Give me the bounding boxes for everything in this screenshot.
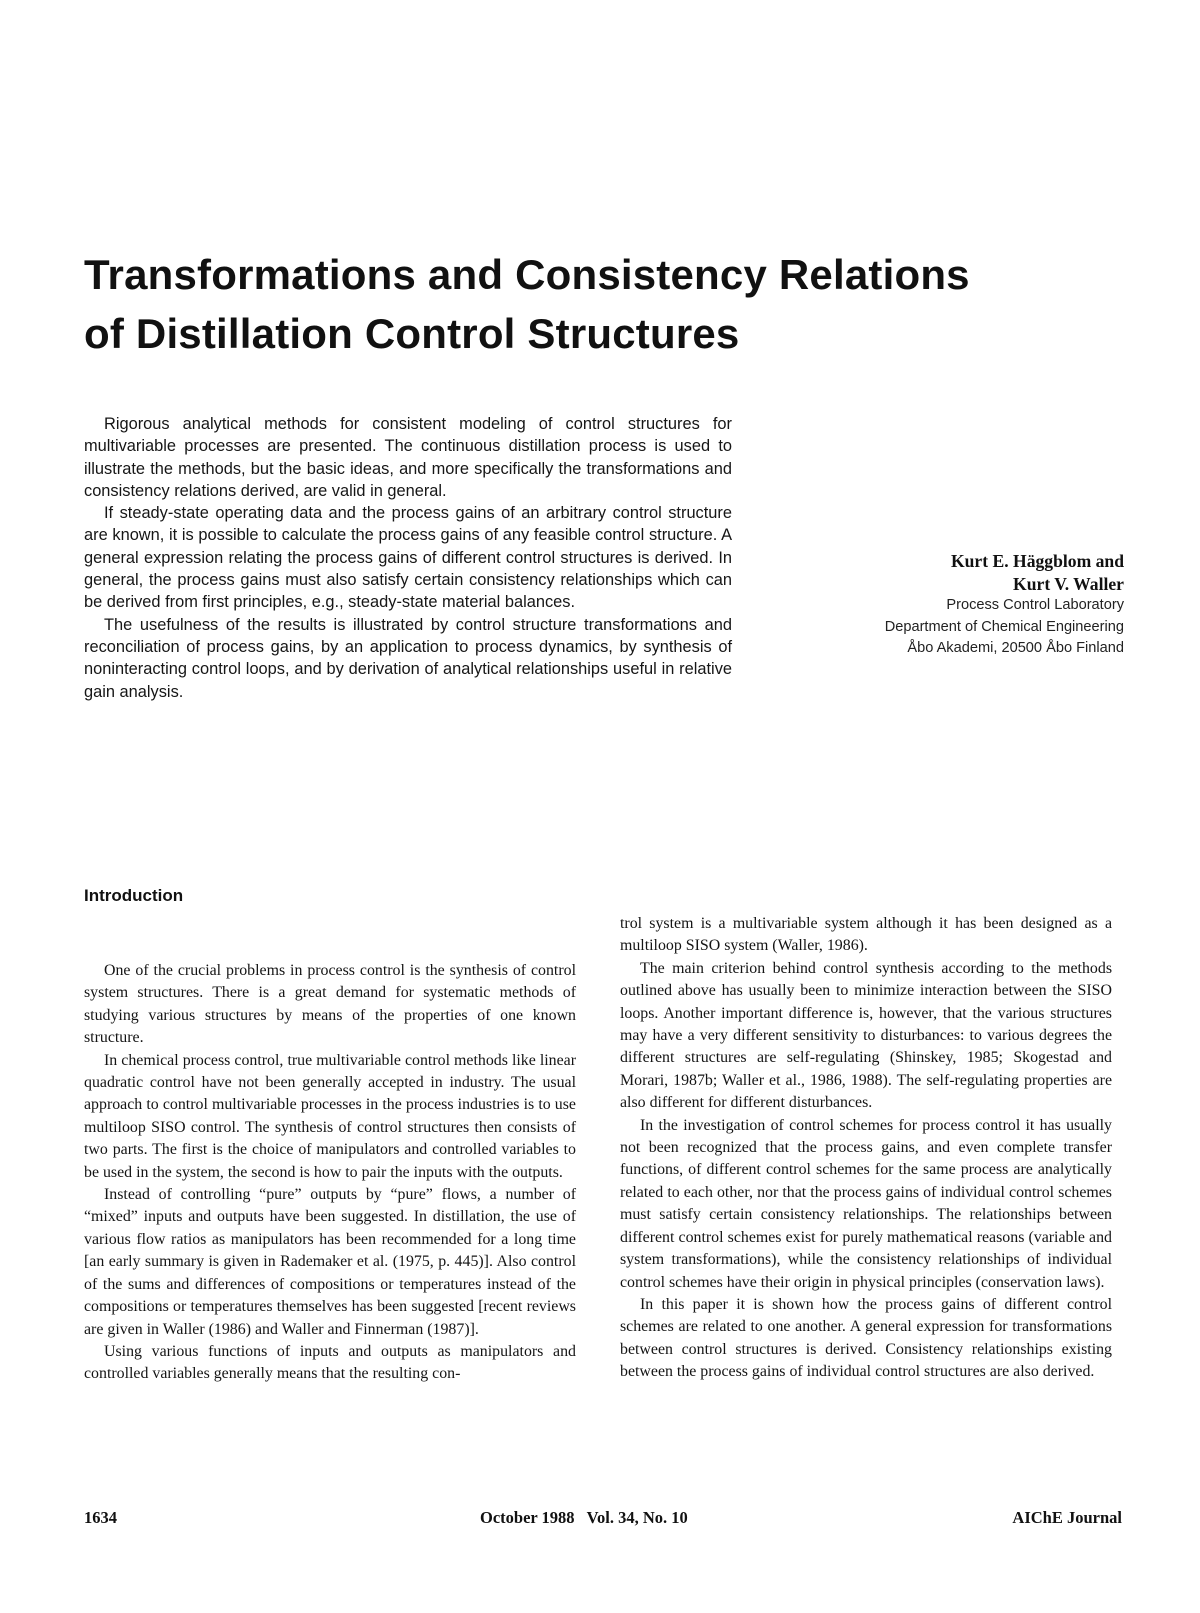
title-line-1: Transformations and Consistency Relations [84,251,970,298]
body-paragraph-continued: trol system is a multivariable system although it has been designed as a multiloop SISO system (Waller, 1986). [620,915,1112,955]
journal-name: AIChE Journal [1012,1508,1122,1527]
body-paragraph: Instead of controlling “pure” outputs by “pure” flows, a number of “mixed” inputs and outputs have been suggested. In distillation, the use of various flow ratios as manipulators has been recommended for a long time [an early summary is given in Rademaker et al. (1975, p. 445)]. Also control of the sums and differences of compositions or temperatures instead of the compositions or temperatures themselves has been suggested [recent reviews are given in Waller (1986) and Waller and Finnerman (1987)]. [84,1186,576,1338]
author-block [800,550,1124,660]
issue-info: October 1988 Vol. 34, No. 10 [480,1508,688,1527]
page-number: 1634 [84,1508,117,1527]
body-column-left [84,960,576,1386]
abstract-paragraph: If steady-state operating data and the process gains of an arbitrary control structure are known, it is possible to calculate the process gains of any feasible control structure. A general expression relating the process gains of different control structures is derived. In general, the process gains must also satisfy certain consistency relationships which can be derived from first principles, e.g., steady-state material balances. [84,504,732,612]
body-paragraph: The main criterion behind control synthesis according to the methods outlined above has usually been to minimize interaction between the SISO loops. Another important difference is, however, that the various structures may have a very different sensitivity to disturbances: to various degrees the different structures are self-regulating (Shinskey, 1985; Skogestad and Morari, 1987b; Waller et al., 1986, 1988). The self-regulating properties are also different for different disturbances. [620,959,1112,1112]
title-line-2: of Distillation Control Structures [84,310,740,357]
body-paragraph: Using various functions of inputs and outputs as manipulators and controlled variables generally means that the resulting con- [84,1342,576,1383]
body-paragraph: In the investigation of control schemes for process control it has usually not been recognized that the process gains, and even complete transfer functions, of different control schemes for the same process are analytically related to each other, nor that the process gains of individual control schemes must satisfy certain consistency relationships. The relationships between different control schemes exist for purely mathematical reasons (variable and system transformations), while the consistency relationships of individual control schemes have their origin in physical principles (conservation laws). [620,1116,1112,1291]
affiliation-line: Åbo Akademi, 20500 Åbo Finland [907,640,1124,657]
abstract [84,413,732,703]
abstract-paragraph: The usefulness of the results is illustrated by control structure transformations and reconciliation of process gains, by an application to process dynamics, by synthesis of noninteracting control loops, and by derivation of analytical relationships useful in relative gain analysis. [84,615,732,701]
abstract-paragraph: Rigorous analytical methods for consistent modeling of control structures for multivariable processes are presented. The continuous distillation process is used to illustrate the methods, but the basic ideas, and more specifically the transformations and consistency relations derived, are valid in general. [84,415,732,500]
author-names [800,550,1124,595]
section-heading-introduction: Introduction [84,886,184,905]
body-column-right [620,913,1112,1384]
body-paragraph: One of the crucial problems in process control is the synthesis of control system structures. There is a great demand for systematic methods of studying various structures by means of the properties of one known structure. [84,962,576,1047]
affiliation [800,595,1124,660]
affiliation-line: Process Control Laboratory [946,597,1124,613]
body-paragraph: In this paper it is shown how the process gains of different control schemes are related to one another. A general expression for transformations between control structures is derived. Consistency relationships existing between the process gains of individual control structures are also derived. [620,1295,1112,1381]
author-line: Kurt E. Häggblom and [950,551,1124,571]
affiliation-line: Department of Chemical Engineering [884,618,1124,635]
author-line: Kurt V. Waller [1013,573,1124,594]
article-title [84,245,1144,363]
body-paragraph: In chemical process control, true multivariable control methods like linear quadratic control have not been generally accepted in industry. The usual approach to control multivariable processes in the process industries is to use multiloop SISO control. The synthesis of control structures then consists of two parts. The first is the choice of manipulators and controlled variables to be used in the system, the second is how to pair the inputs with the outputs. [84,1051,576,1181]
